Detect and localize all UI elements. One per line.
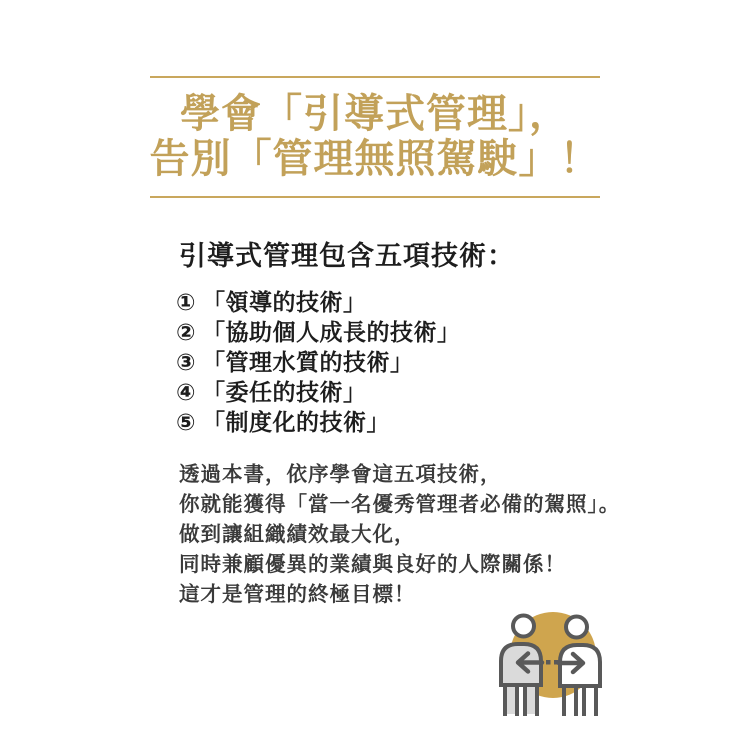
list-item-number: ①	[176, 289, 196, 315]
list-item-label: 「制度化的技術」	[201, 409, 390, 435]
two-people-exchange-arrows-icon	[496, 606, 634, 748]
page-title	[75, 92, 675, 182]
list-item-number: ②	[176, 319, 196, 345]
paragraph-line: 這才是管理的終極目標！	[179, 583, 416, 606]
section-heading: 引導式管理包含五項技術：	[179, 241, 515, 271]
list-item-label: 「管理水質的技術」	[201, 349, 414, 375]
page-title-line1: 學會「引導式管理」，	[180, 92, 570, 136]
list-item	[176, 347, 460, 377]
list-item-number: ⑤	[176, 409, 196, 435]
two-people-exchange-arrows-svg	[496, 606, 634, 748]
list-item-number: ③	[176, 349, 196, 375]
list-item-number: ④	[176, 379, 196, 405]
list-item	[176, 287, 460, 317]
paragraph-line: 透過本書，依序學會這五項技術，	[179, 463, 502, 486]
list-item	[176, 407, 460, 437]
page-title-line2: 告別「管理無照駕駛」！	[149, 137, 601, 181]
paragraph-line: 你就能獲得「當一名優秀管理者必備的駕照」。	[179, 493, 621, 516]
list-item	[176, 317, 460, 347]
list-item-label: 「委任的技術」	[201, 379, 367, 405]
list-item-label: 「協助個人成長的技術」	[201, 319, 461, 345]
title-divider-top	[150, 76, 600, 78]
list-item	[176, 377, 460, 407]
title-divider-bottom	[150, 196, 600, 198]
skills-list	[176, 287, 460, 437]
paragraph-line: 做到讓組織績效最大化，	[179, 523, 416, 546]
description-paragraph	[179, 460, 620, 610]
list-item-label: 「領導的技術」	[201, 289, 367, 315]
paragraph-line: 同時兼顧優異的業績與良好的人際關係！	[179, 553, 566, 576]
